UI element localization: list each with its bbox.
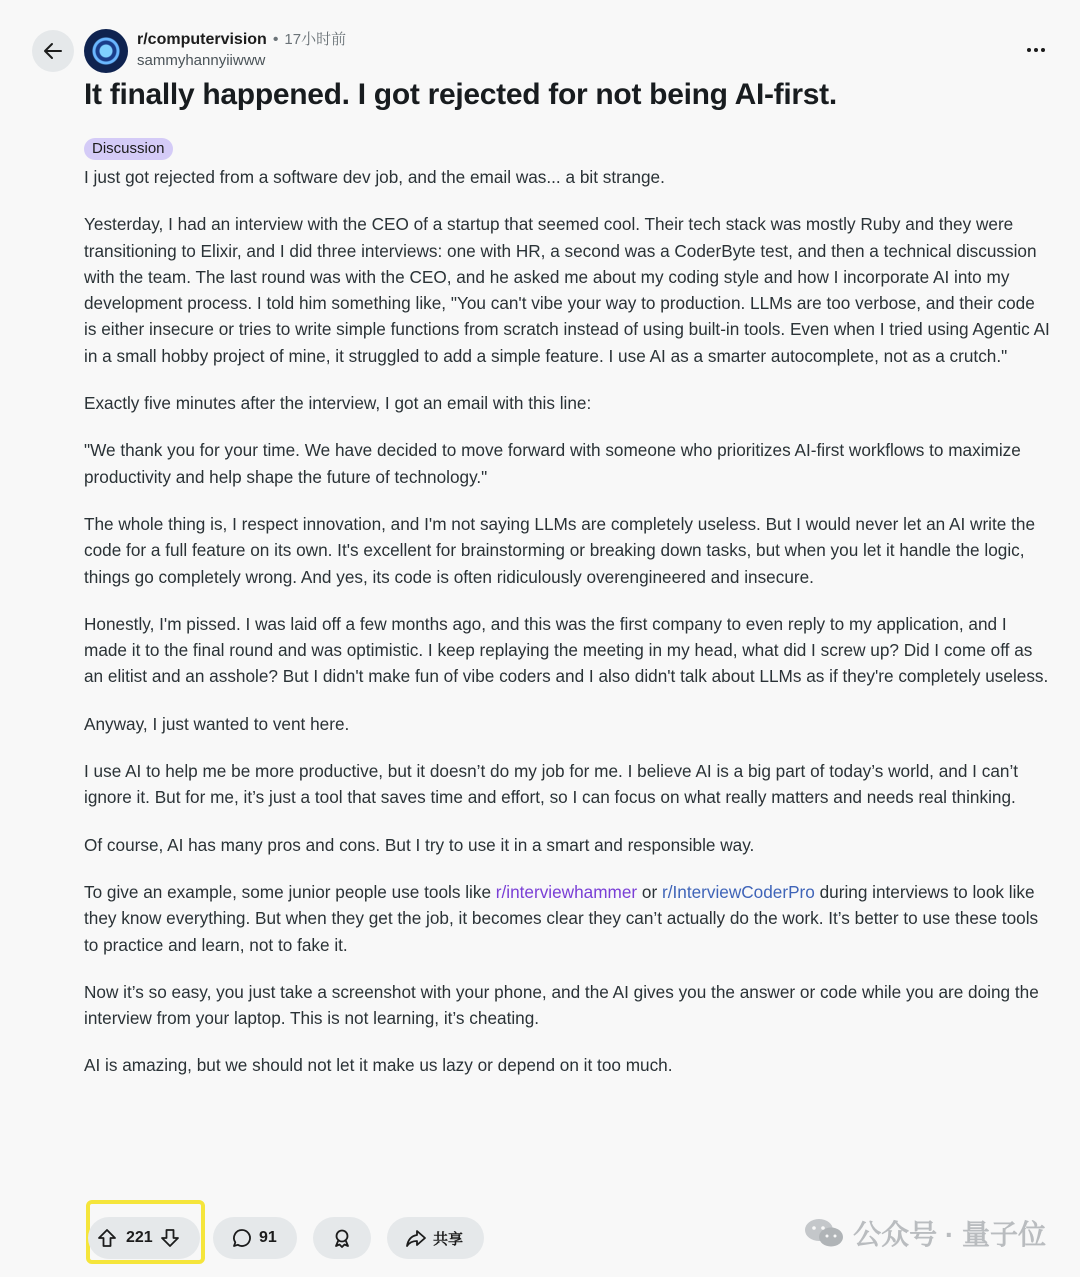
post-time: 17小时前 (284, 30, 347, 48)
arrow-left-icon (42, 40, 64, 62)
paragraph-with-links (84, 879, 1050, 958)
back-button[interactable] (32, 30, 74, 72)
paragraph: Anyway, I just wanted to vent here. (84, 713, 350, 734)
wechat-icon (803, 1216, 845, 1250)
paragraph: AI is amazing, but we should not let it make us lazy or depend on it too much. (84, 1055, 673, 1076)
flair-badge[interactable]: Discussion (84, 138, 173, 160)
subreddit-link-interviewcoderpro[interactable]: r/InterviewCoderPro (661, 881, 815, 902)
paragraph: "We thank you for your time. We have decided to move forward with someone who prioritizes AI-first workflows to maximize productivity and help shape the future of technology." (84, 440, 1021, 487)
text: or (637, 881, 662, 902)
more-horizontal-icon (1024, 40, 1048, 60)
paragraph: I use AI to help me be more productive, but it doesn’t do my job for me. I believe AI is a big part of today’s world, and I can’t ignore it. But for me, it’s just a tool that saves time and effort, so I can focus on what really matters and needs real thinking. (84, 761, 1019, 808)
paragraph: Now it’s so easy, you just take a screenshot with your phone, and the AI gives you the answer or code while you are doing the interview from your laptop. This is not learning, it’s cheating. (84, 981, 1039, 1029)
paragraph: Of course, AI has many pros and cons. But I try to use it in a smart and responsible way. (84, 834, 755, 855)
paragraph: Honestly, I'm pissed. I was laid off a few months ago, and this was the first company to even reply to my application, and I made it to the final round and was optimistic. I keep replaying the meeting in my head, what did I screw up? Did I come off as an elitist and an asshole? But I didn't make fun of vibe coders and I also didn't talk about LLMs as if they're completely useless. (84, 613, 1049, 687)
comment-count: 91 (259, 1229, 277, 1246)
award-icon (331, 1227, 353, 1249)
post-body (84, 164, 1050, 1100)
paragraph: Yesterday, I had an interview with the CEO of a startup that seemed cool. Their tech stack was mostly Ruby and they were transitioning to Elixir, and I did three interviews: one with HR, a second was a CoderByte test, and then a technical discussion with the team. The last round was with the CEO, and he asked me about my coding style and how I incorporate AI into my development process. I told him something like, "You can't vibe your way to production. LLMs are too verbose, and their code is either insecure or tries to write simple functions from scratch instead of using built-in tools. Even when I tried using Agentic AI in a small hobby project of mine, it struggled to add a simple feature. I use AI as a smarter autocomplete, not as a crutch." (84, 214, 1050, 366)
post-meta (137, 30, 346, 71)
watermark-text: 公众号 · 量子位 (853, 1219, 1046, 1250)
subreddit-link-interviewhammer[interactable]: r/interviewhammer (495, 881, 638, 902)
upvote-icon[interactable] (96, 1227, 118, 1249)
share-label: 共享 (433, 1230, 464, 1248)
award-button[interactable] (313, 1217, 371, 1259)
subreddit-avatar[interactable] (84, 29, 128, 73)
more-options-button[interactable] (1024, 40, 1048, 60)
text: during interviews to look like they know everything. But when they get the job, it becomes clear they can’t actually do the work. It’s better to use these tools to practice and learn, not to fake it. (84, 881, 1039, 955)
author-link[interactable]: sammyhannyiiwww (137, 52, 266, 69)
paragraph: Exactly five minutes after the interview, I got an email with this line: (84, 393, 592, 414)
vote-control (88, 1217, 200, 1259)
post-title: It finally happened. I got rejected for not being AI-first. (84, 78, 837, 111)
paragraph: The whole thing is, I respect innovation, and I'm not saying LLMs are completely useless. But I would never let an AI write the code for a full feature on its own. It's excellent for brainstorming or breaking down tasks, but when you let it handle the logic, things go completely wrong. And yes, its code is often ridiculously overengineered and insecure. (84, 513, 1036, 587)
comments-button[interactable] (213, 1217, 297, 1259)
text: To give an example, some junior people use tools like (84, 881, 496, 902)
share-button[interactable] (387, 1217, 484, 1259)
separator-dot: • (272, 31, 279, 48)
downvote-icon[interactable] (159, 1227, 181, 1249)
paragraph: I just got rejected from a software dev job, and the email was... a bit strange. (84, 167, 665, 187)
share-arrow-icon (405, 1227, 427, 1249)
comment-bubble-icon (231, 1227, 253, 1249)
vote-count: 221 (126, 1229, 153, 1246)
subreddit-link[interactable]: r/computervision (137, 31, 267, 48)
watermark (803, 1213, 1046, 1253)
